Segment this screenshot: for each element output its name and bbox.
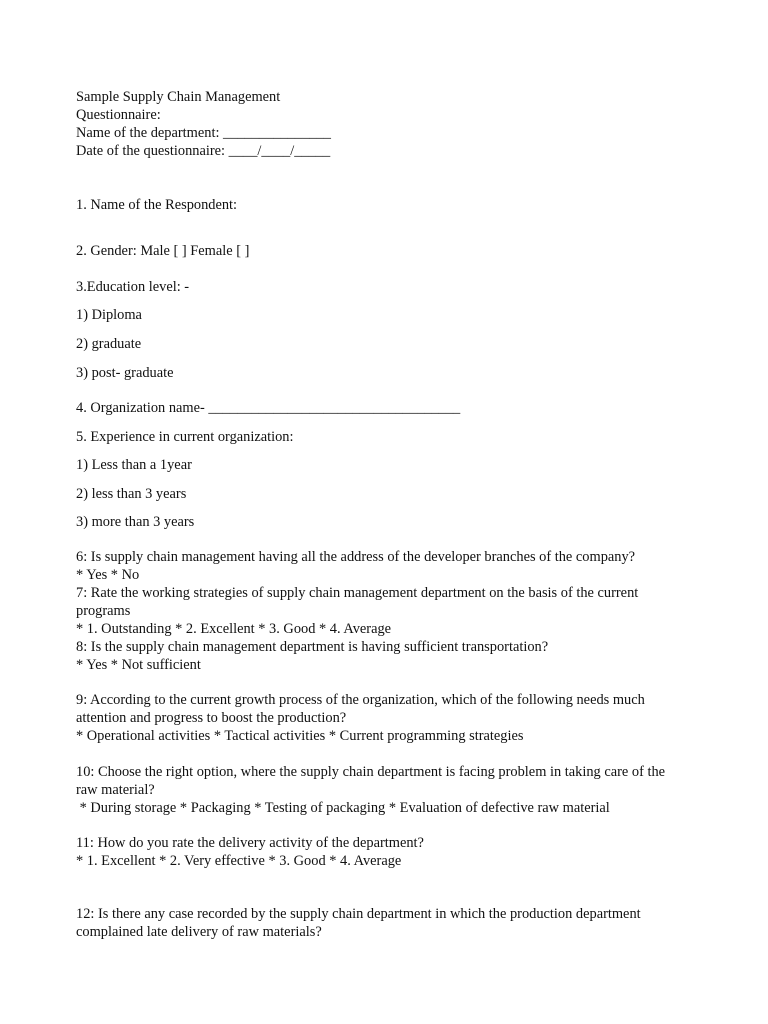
question-12: 12: Is there any case recorded by the supply chain department in which the production department [76,906,641,922]
question-6-options: * Yes * No [76,567,140,583]
question-8-options: * Yes * Not sufficient [76,657,201,673]
question-6: 6: Is supply chain management having all the address of the developer branches of the company? [76,549,636,565]
question-5-option: 3) more than 3 years [76,514,195,530]
department-field-line: Name of the department: _______________ [76,125,331,141]
question-10-continued: raw material? [76,782,155,798]
question-3-option: 1) Diploma [76,307,142,323]
question-11-options: * 1. Excellent * 2. Very effective * 3. Good * 4. Average [76,853,402,869]
document-subtitle: Questionnaire: [76,107,161,123]
document-title: Sample Supply Chain Management [76,89,281,105]
question-5-option: 2) less than 3 years [76,486,187,502]
question-3-option: 2) graduate [76,336,142,352]
question-5: 5. Experience in current organization: [76,429,294,445]
question-7-options: * 1. Outstanding * 2. Excellent * 3. Good * 4. Average [76,621,392,637]
question-9-options: * Operational activities * Tactical activities * Current programming strategies [76,728,524,744]
question-4: 4. Organization name- ___________________________________ [76,400,461,416]
question-7: 7: Rate the working strategies of supply chain management department on the basis of the current [76,585,639,601]
question-3-option: 3) post- graduate [76,365,174,381]
question-10: 10: Choose the right option, where the supply chain department is facing problem in taking care of the [76,764,666,780]
question-5-option: 1) Less than a 1year [76,457,192,473]
question-7-continued: programs [76,603,131,619]
question-1: 1. Name of the Respondent: [76,197,238,213]
question-8: 8: Is the supply chain management department is having sufficient transportation? [76,639,549,655]
question-9-continued: attention and progress to boost the production? [76,710,347,726]
date-field-line: Date of the questionnaire: ____/____/_____ [76,143,331,159]
question-2: 2. Gender: Male [ ] Female [ ] [76,243,250,259]
question-10-options: * During storage * Packaging * Testing of packaging * Evaluation of defective raw material [76,800,610,816]
question-11: 11: How do you rate the delivery activity of the department? [76,835,424,851]
question-9: 9: According to the current growth process of the organization, which of the following needs much [76,692,645,708]
question-12-continued: complained late delivery of raw materials? [76,924,322,940]
question-3: 3.Education level: - [76,279,190,295]
